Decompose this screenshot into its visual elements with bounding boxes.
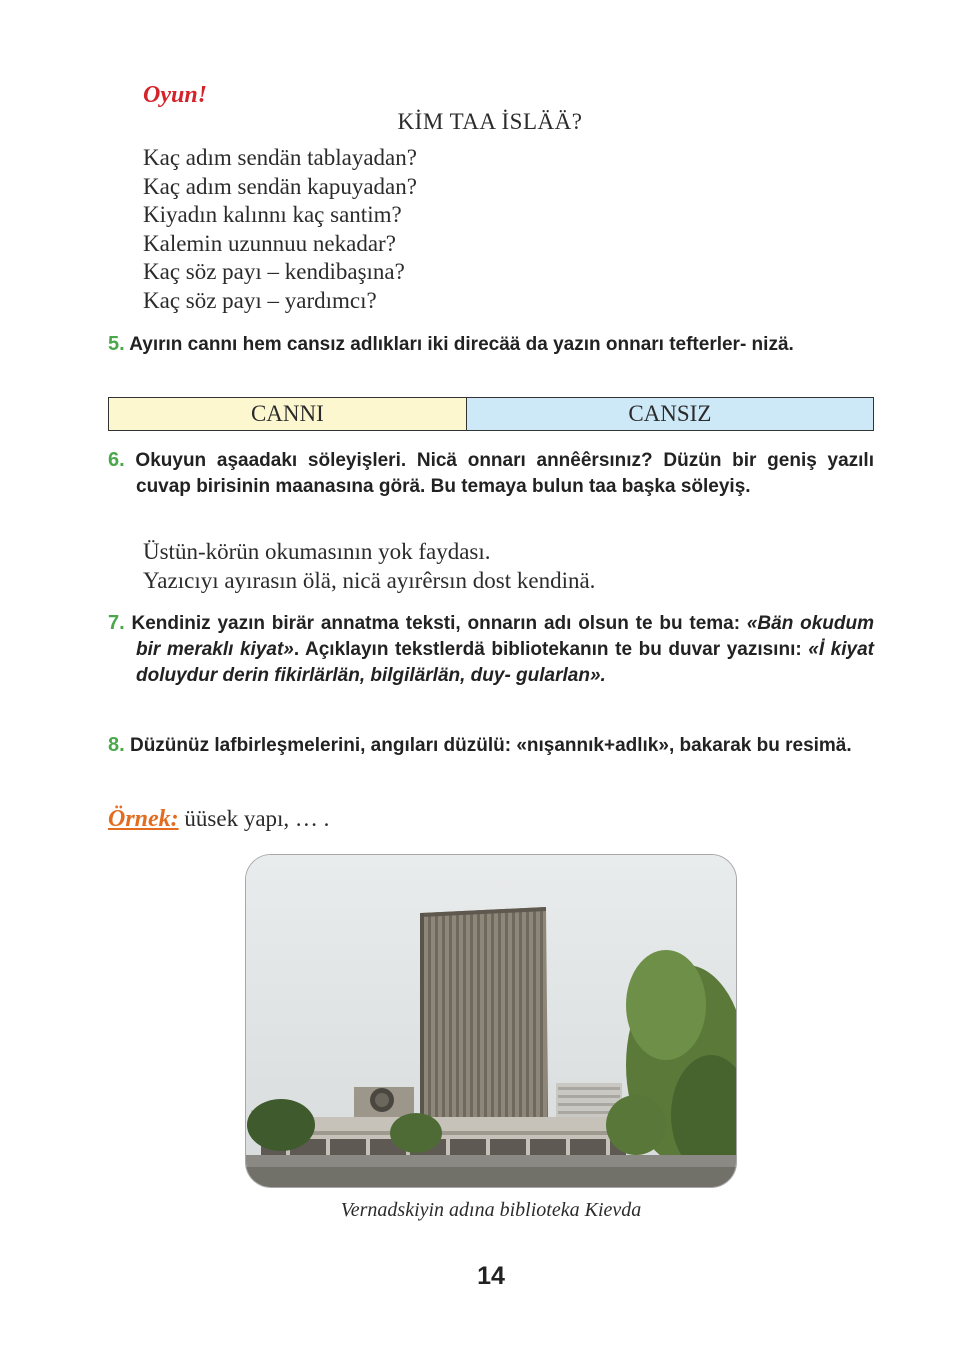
task-text: Okuyun aşaadakı söleyişleri. Nicä onnarı annêêrsınız? Düzün bir geniş yazılı cuvap birisinin maanasına görä. Bu temaya bulun taa başka söleyiş. (135, 450, 874, 497)
task-6 (108, 447, 874, 500)
photo-caption: Vernadskiyin adına biblioteka Kievda (340, 1199, 642, 1221)
sayings (143, 538, 595, 595)
poem-line: Kaç adım sendän kapuyadan? (143, 173, 417, 199)
poem-line: Kaç söz payı – yardımcı? (143, 287, 377, 313)
saying-line: Yazıcıyı ayırasın ölä, nicä ayırêrsın dost kendinä. (143, 567, 596, 593)
library-photo (245, 854, 737, 1188)
classification-table (108, 397, 874, 431)
saying-line: Üstün-körün okumasının yok faydası. (143, 539, 491, 564)
task-italic-title: «Bän okudum bir meraklı kiyat» (136, 613, 875, 660)
example (108, 806, 329, 833)
task-number: 8. (108, 734, 125, 756)
example-label: Örnek: (108, 806, 179, 832)
task-text: Düzünüz lafbirleşmelerini, angıları düzülü: «nışannık+adlık», bakarak bu resimä. (129, 735, 852, 756)
poem-line: Kaç söz payı – kendibaşına? (143, 259, 405, 284)
poem-line: Kalemin uzunnuu nekadar? (143, 230, 396, 256)
poem-line: Kiyadın kalınnı kaç santim? (143, 202, 402, 227)
task-8 (108, 732, 874, 759)
task-7 (108, 610, 874, 689)
game-poem (143, 144, 417, 315)
poem-line: Kaç adım sendän tablayadan? (143, 145, 417, 170)
task-italic-quote: «İ kiyat doluydur derin fikirlärlän, bilgilärlän, duy- gularlan». (136, 639, 874, 686)
library-building-image (246, 855, 736, 1187)
task-number: 5. (108, 333, 125, 355)
game-title: KİM TAA İSLÄÄ? (397, 109, 583, 134)
task-number: 7. (108, 612, 125, 634)
task-text: Ayırın cannı hem cansız adlıkları iki direcää da yazın onnarı tefterler- nizä. (129, 334, 794, 355)
task-text: Kendiniz yazın birär annatma teksti, onnarın adı olsun te bu tema: (131, 613, 747, 634)
column-canni: CANNI (109, 398, 467, 431)
example-text: üüsek yapı, … . (178, 806, 330, 831)
game-label: Oyun! (143, 82, 208, 108)
column-cansiz: CANSIZ (466, 398, 873, 431)
task-number: 6. (108, 449, 125, 471)
page-number: 14 (477, 1262, 505, 1290)
task-text: . Açıklayın tekstlerdä bibliotekanın te bu duvar yazısını: (293, 639, 809, 660)
task-5 (108, 331, 874, 358)
